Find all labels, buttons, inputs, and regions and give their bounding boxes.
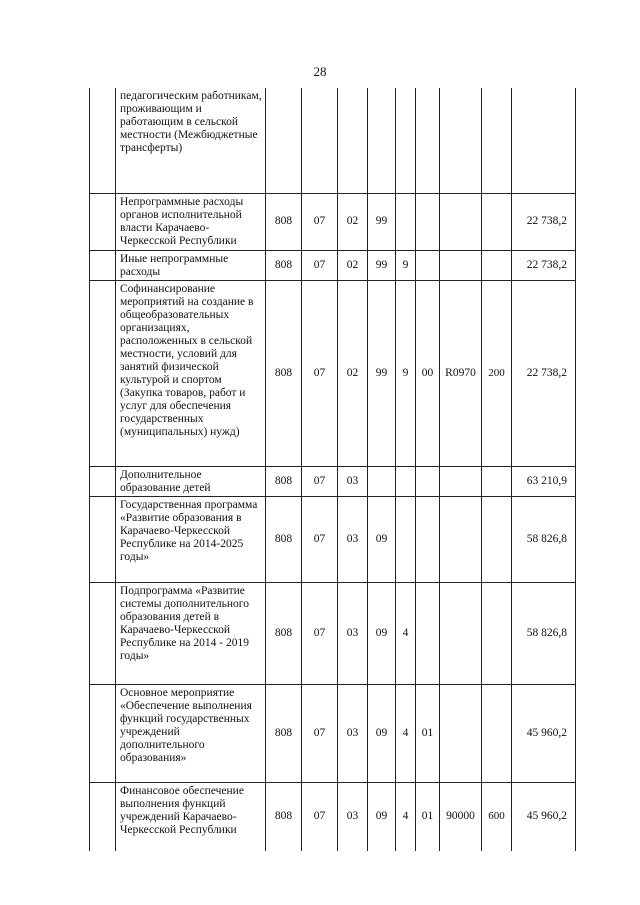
subsection-code: 03 (338, 496, 368, 582)
expense-direction-code (440, 466, 482, 496)
section-code: 07 (302, 250, 338, 280)
row-name: Непрограммные расходы органов исполнительной власти Карачаево-Черкесской Республики (116, 193, 266, 250)
main-event-code (416, 250, 440, 280)
expense-type-code: 200 (482, 280, 512, 466)
amount (512, 88, 576, 193)
expense-direction-code: 90000 (440, 782, 482, 851)
table-row (90, 782, 576, 851)
amount: 45 960,2 (512, 684, 576, 782)
ved-code (266, 88, 302, 193)
blank-cell (90, 193, 116, 250)
ved-code: 808 (266, 782, 302, 851)
program-code: 99 (368, 250, 396, 280)
expense-direction-code (440, 250, 482, 280)
ved-code: 808 (266, 582, 302, 684)
main-event-code (416, 193, 440, 250)
section-code: 07 (302, 193, 338, 250)
amount: 63 210,9 (512, 466, 576, 496)
main-event-code: 01 (416, 684, 440, 782)
subsection-code (338, 88, 368, 193)
section-code: 07 (302, 684, 338, 782)
blank-cell (90, 782, 116, 851)
expense-direction-code (440, 496, 482, 582)
blank-cell (90, 250, 116, 280)
ved-code: 808 (266, 496, 302, 582)
subsection-code: 02 (338, 250, 368, 280)
subprogram-code (396, 496, 416, 582)
subprogram-code (396, 88, 416, 193)
expense-type-code (482, 582, 512, 684)
section-code: 07 (302, 466, 338, 496)
section-code: 07 (302, 582, 338, 684)
program-code: 09 (368, 496, 396, 582)
table-row (90, 250, 576, 280)
budget-table (89, 88, 576, 851)
blank-cell (90, 280, 116, 466)
section-code: 07 (302, 280, 338, 466)
subprogram-code: 9 (396, 280, 416, 466)
ved-code: 808 (266, 466, 302, 496)
ved-code: 808 (266, 280, 302, 466)
amount: 22 738,2 (512, 193, 576, 250)
blank-cell (90, 496, 116, 582)
amount: 58 826,8 (512, 496, 576, 582)
table-row (90, 466, 576, 496)
expense-direction-code (440, 193, 482, 250)
main-event-code (416, 582, 440, 684)
program-code: 99 (368, 193, 396, 250)
row-name: Софинансирование мероприятий на создание в общеобразовательных организациях, расположенных в сельской местности, условий для занятий физической культурой и спортом (Закупка товаров, работ и услуг для обеспечения государственных (муниципальных) нужд) (116, 280, 266, 466)
row-name: Подпрограмма «Развитие системы дополнительного образования детей в Карачаево-Черкесской Республике на 2014 - 2019 годы» (116, 582, 266, 684)
main-event-code: 01 (416, 782, 440, 851)
program-code (368, 466, 396, 496)
program-code (368, 88, 396, 193)
blank-cell (90, 684, 116, 782)
subsection-code: 03 (338, 582, 368, 684)
expense-type-code (482, 250, 512, 280)
ved-code: 808 (266, 250, 302, 280)
table-row (90, 582, 576, 684)
blank-cell (90, 466, 116, 496)
expense-type-code (482, 496, 512, 582)
expense-direction-code: R0970 (440, 280, 482, 466)
subsection-code: 02 (338, 280, 368, 466)
table-row (90, 496, 576, 582)
blank-cell (90, 88, 116, 193)
section-code: 07 (302, 782, 338, 851)
subprogram-code: 4 (396, 684, 416, 782)
program-code: 99 (368, 280, 396, 466)
expense-direction-code (440, 684, 482, 782)
main-event-code: 00 (416, 280, 440, 466)
expense-type-code (482, 193, 512, 250)
amount: 22 738,2 (512, 250, 576, 280)
row-name: Иные непрограммные расходы (116, 250, 266, 280)
main-event-code (416, 88, 440, 193)
ved-code: 808 (266, 193, 302, 250)
table-row (90, 193, 576, 250)
page-number: 28 (313, 64, 327, 79)
section-code (302, 88, 338, 193)
subprogram-code: 4 (396, 582, 416, 684)
ved-code: 808 (266, 684, 302, 782)
expense-direction-code (440, 582, 482, 684)
row-name: Государственная программа «Развитие образования в Карачаево-Черкесской Республике на 2014-2025 годы» (116, 496, 266, 582)
amount: 22 738,2 (512, 280, 576, 466)
blank-cell (90, 582, 116, 684)
row-name: педагогическим работникам, проживающим и работающим в сельской местности (Межбюджетные трансферты) (116, 88, 266, 193)
section-code: 07 (302, 496, 338, 582)
subsection-code: 02 (338, 193, 368, 250)
expense-type-code (482, 684, 512, 782)
row-name: Основное мероприятие «Обеспечение выполнения функций государственных учреждений дополнительного образования» (116, 684, 266, 782)
program-code: 09 (368, 782, 396, 851)
expense-direction-code (440, 88, 482, 193)
program-code: 09 (368, 684, 396, 782)
subprogram-code: 9 (396, 250, 416, 280)
expense-type-code (482, 466, 512, 496)
table-row (90, 280, 576, 466)
amount: 58 826,8 (512, 582, 576, 684)
subsection-code: 03 (338, 466, 368, 496)
expense-type-code (482, 88, 512, 193)
main-event-code (416, 496, 440, 582)
row-name: Финансовое обеспечение выполнения функций учреждений Карачаево-Черкесской Республики (116, 782, 266, 851)
table-row (90, 684, 576, 782)
subsection-code: 03 (338, 684, 368, 782)
program-code: 09 (368, 582, 396, 684)
expense-type-code: 600 (482, 782, 512, 851)
amount: 45 960,2 (512, 782, 576, 851)
row-name: Дополнительное образование детей (116, 466, 266, 496)
subprogram-code: 4 (396, 782, 416, 851)
subprogram-code (396, 193, 416, 250)
main-event-code (416, 466, 440, 496)
subprogram-code (396, 466, 416, 496)
table-row (90, 88, 576, 193)
subsection-code: 03 (338, 782, 368, 851)
